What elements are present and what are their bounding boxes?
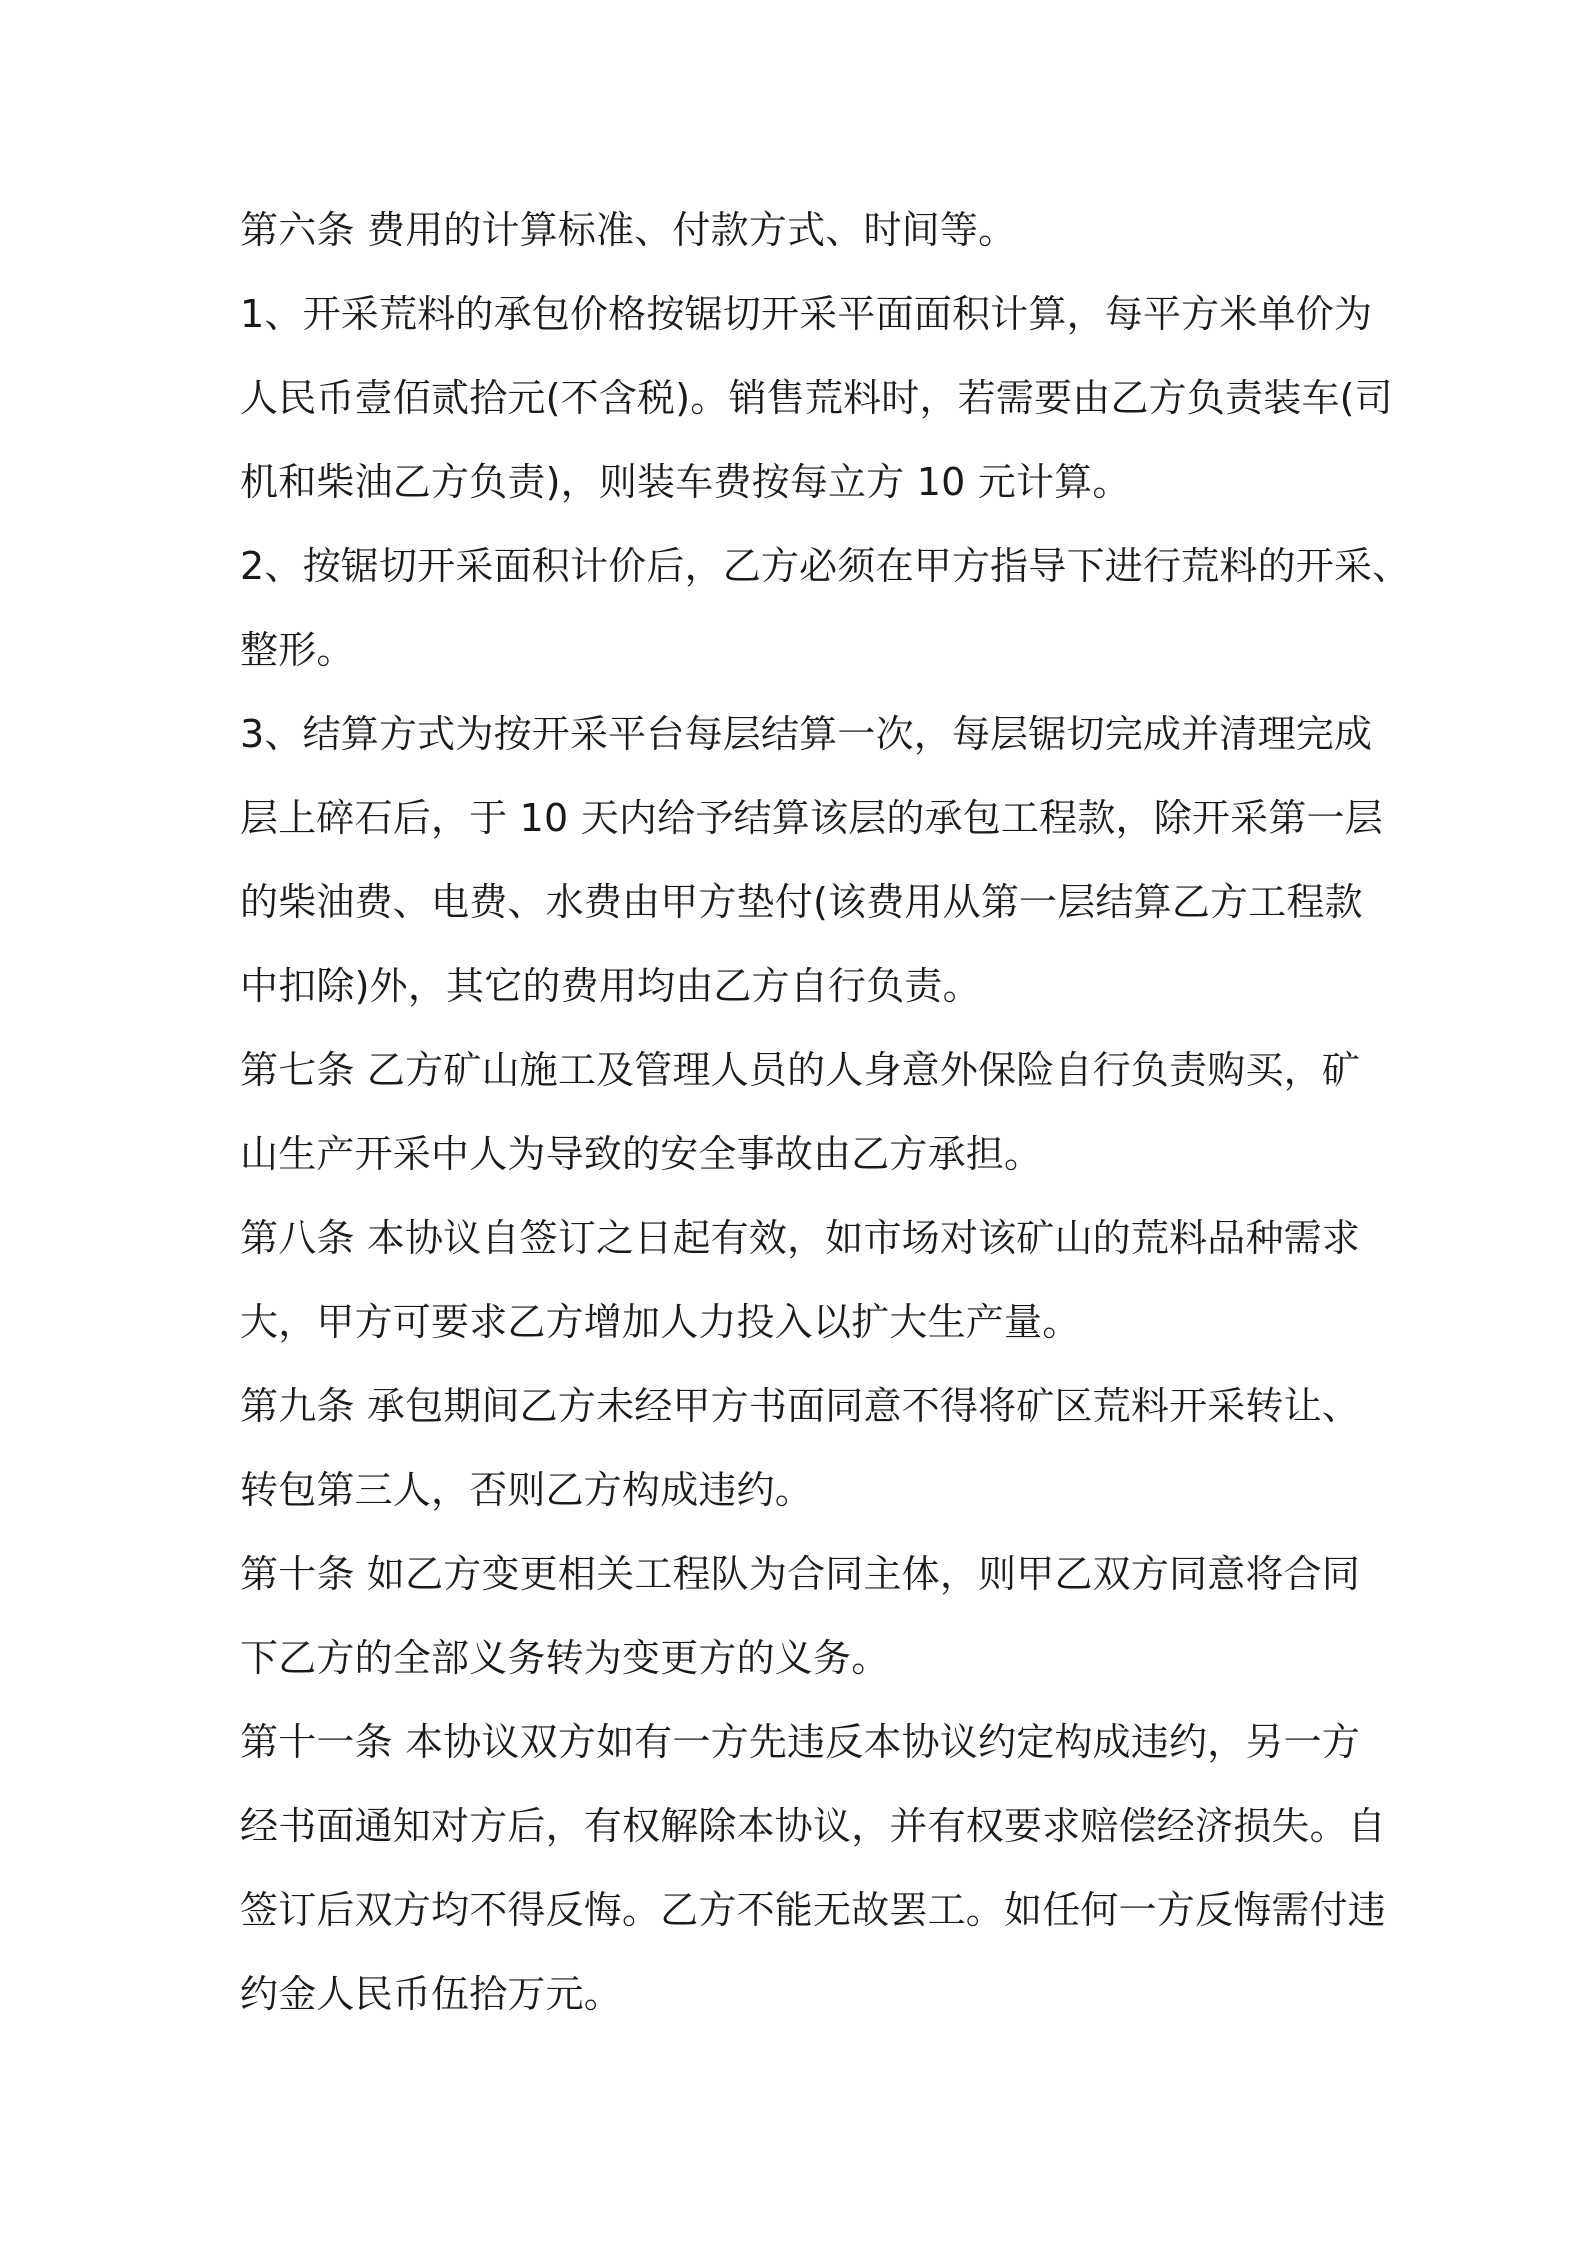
text-line: 第九条 承包期间乙方未经甲方书面同意不得将矿区荒料开采转让、: [240, 1384, 1361, 1428]
text-line: 的柴油费、电费、水费由甲方垫付(该费用从第一层结算乙方工程款: [240, 880, 1363, 924]
text-line: 经书面通知对方后，有权解除本协议，并有权要求赔偿经济损失。自: [240, 1804, 1387, 1848]
text-line: 中扣除)外，其它的费用均由乙方自行负责。: [240, 964, 981, 1008]
text-line: 第七条 乙方矿山施工及管理人员的人身意外保险自行负责购买，矿: [240, 1048, 1361, 1092]
text-line: 大，甲方可要求乙方增加人力投入以扩大生产量。: [240, 1300, 1081, 1344]
text-line: 第八条 本协议自签订之日起有效，如市场对该矿山的荒料品种需求: [240, 1216, 1361, 1260]
text-line: 山生产开采中人为导致的安全事故由乙方承担。: [240, 1132, 1043, 1176]
text-line: 1、开采荒料的承包价格按锯切开采平面面积计算，每平方米单价为: [240, 292, 1373, 336]
text-line: 3、结算方式为按开采平台每层结算一次，每层锯切完成并清理完成: [240, 712, 1373, 756]
document-page: [240, 195, 1411, 2043]
text-line: 第十条 如乙方变更相关工程队为合同主体，则甲乙双方同意将合同: [240, 1552, 1361, 1596]
text-line: 下乙方的全部义务转为变更方的义务。: [240, 1636, 890, 1680]
text-line: 签订后双方均不得反悔。乙方不能无故罢工。如任何一方反悔需付违: [240, 1888, 1387, 1932]
text-line: 2、按锯切开采面积计价后，乙方必须在甲方指导下进行荒料的开采、: [240, 544, 1411, 588]
text-line: 机和柴油乙方负责)，则装车费按每立方 10 元计算。: [240, 460, 1131, 504]
text-line: 第六条 费用的计算标准、付款方式、时间等。: [240, 208, 1017, 252]
text-line: 层上碎石后，于 10 天内给予结算该层的承包工程款，除开采第一层: [240, 796, 1383, 840]
text-line: 转包第三人，否则乙方构成违约。: [240, 1468, 814, 1512]
text-line: 第十一条 本协议双方如有一方先违反本协议约定构成违约，另一方: [240, 1720, 1361, 1764]
text-line: 人民币壹佰贰拾元(不含税)。销售荒料时，若需要由乙方负责装车(司: [240, 376, 1393, 420]
text-line: 约金人民币伍拾万元。: [240, 1972, 623, 2016]
text-line: 整形。: [240, 628, 355, 672]
